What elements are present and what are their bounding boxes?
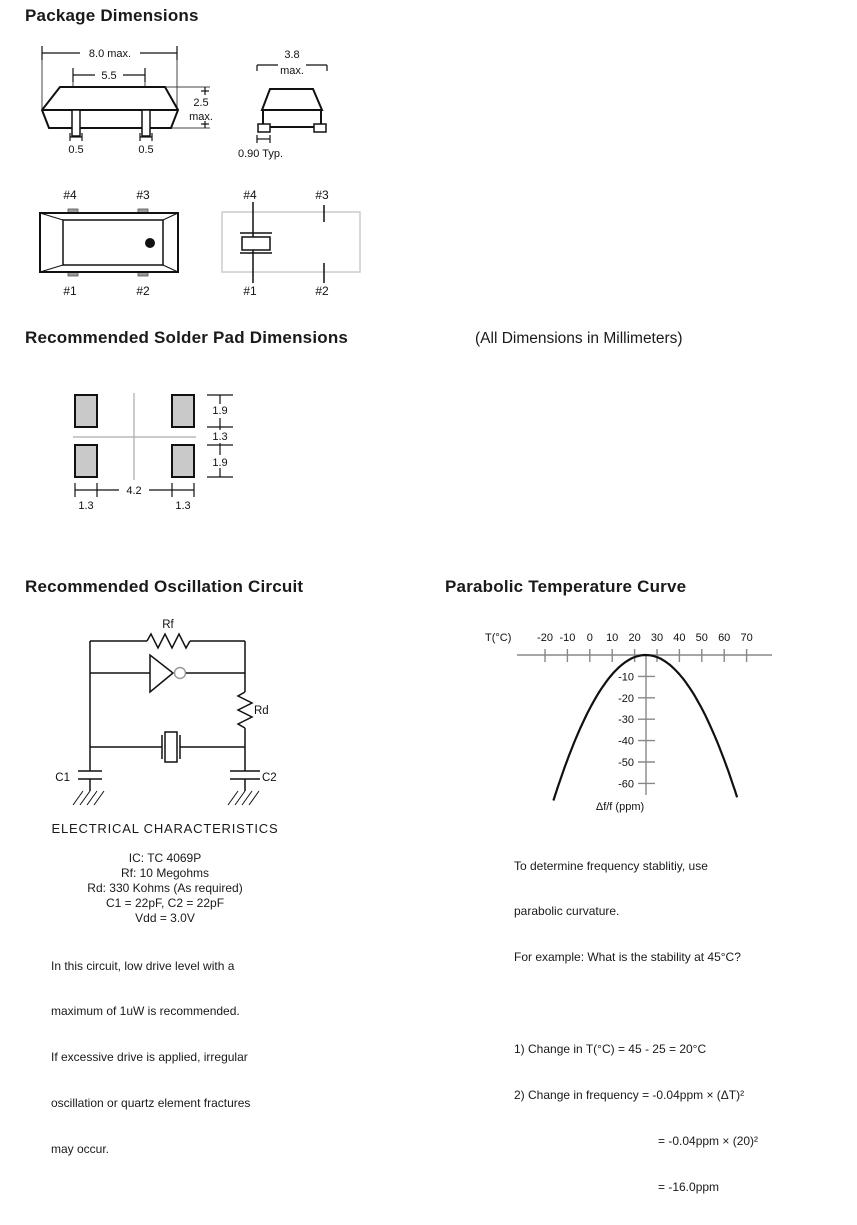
- pin2-label: #2: [136, 284, 150, 298]
- svg-text:30: 30: [650, 632, 664, 644]
- capacitor-c2: [228, 771, 277, 805]
- dim-pin-width-right: 0.5: [138, 144, 154, 156]
- spec-line: C1 = 22pF, C2 = 22pF: [105, 896, 225, 910]
- drive-level-note: [51, 928, 250, 1188]
- dim-pad-height-bottom: 1.9: [212, 457, 228, 469]
- svg-text:60: 60: [718, 632, 731, 644]
- dim-overall-width: 8.0 max.: [88, 48, 132, 60]
- x-axis-label: T(°C): [485, 632, 512, 644]
- stability-continuation: = -16.0ppm: [658, 1179, 720, 1194]
- dim-pad-height-top: 1.9: [212, 405, 228, 417]
- ground-symbol: [73, 791, 104, 805]
- note-line: may occur.: [51, 1142, 110, 1157]
- pinout-drawing: [20, 185, 380, 305]
- solder-pad-title: Recommended Solder Pad Dimensions: [25, 328, 349, 347]
- package-dimensions-title: Package Dimensions: [25, 6, 199, 25]
- note-line: maximum of 1uW is recommended.: [51, 1004, 240, 1019]
- resistor-rd-symbol: [238, 692, 252, 728]
- electrical-spec-list: [20, 851, 310, 926]
- dim-height-suffix: max.: [189, 111, 213, 123]
- spec-line: IC: TC 4069P: [128, 851, 202, 865]
- oscillation-circuit-drawing: [40, 612, 310, 812]
- dim-pad-width-left: 1.3: [78, 500, 94, 512]
- svg-text:-30: -30: [618, 714, 634, 727]
- dim-end-width-suffix: max.: [280, 65, 304, 77]
- svg-text:10: 10: [606, 632, 619, 644]
- package-end-view: [238, 49, 327, 160]
- dim-end-width-value: 3.8: [284, 49, 300, 61]
- spec-line: Rd: 330 Kohms (As required): [87, 881, 243, 895]
- solder-pad: [75, 395, 97, 427]
- units-note: (All Dimensions in Millimeters): [475, 330, 683, 347]
- pin1-label: #1: [63, 284, 77, 298]
- svg-text:-40: -40: [618, 735, 634, 748]
- svg-text:-20: -20: [537, 632, 553, 644]
- stability-step: 2) Change in frequency = -0.04ppm × (ΔT)²: [514, 1087, 745, 1102]
- svg-text:70: 70: [740, 632, 753, 644]
- y-axis-ticks: [618, 671, 655, 790]
- pin3-label: #3: [315, 188, 329, 202]
- svg-text:-60: -60: [618, 778, 634, 791]
- dim-pin-span: 5.5: [101, 70, 117, 82]
- svg-text:40: 40: [673, 632, 686, 644]
- dim-row-gap: 1.3: [212, 431, 228, 443]
- dim-pad-width-right: 1.3: [175, 500, 191, 512]
- stability-line: For example: What is the stability at 45°C?: [514, 950, 741, 965]
- spec-line: Rf: 10 Megohms: [120, 866, 210, 880]
- svg-text:-10: -10: [618, 671, 634, 684]
- pin3-label: #3: [136, 188, 150, 202]
- oscillation-circuit-title: Recommended Oscillation Circuit: [25, 577, 304, 596]
- package-pin: [142, 110, 150, 136]
- spacer: [514, 996, 758, 1011]
- electrical-characteristics-heading: ELECTRICAL CHARACTERISTICS: [51, 821, 279, 836]
- inverter-bubble: [175, 668, 186, 679]
- note-line: If excessive drive is applied, irregular: [51, 1050, 248, 1065]
- solder-pad: [172, 395, 194, 427]
- svg-text:20: 20: [628, 632, 641, 644]
- stability-line: To determine frequency stablitiy, use: [514, 858, 708, 873]
- x-axis-ticks: [537, 632, 753, 662]
- c2-label: C2: [262, 772, 277, 784]
- package-side-view: [42, 46, 213, 156]
- rf-label: Rf: [162, 619, 174, 631]
- stability-note: [514, 828, 758, 1225]
- stability-continuation: = -0.04ppm × (20)²: [658, 1133, 759, 1148]
- package-foot: [258, 124, 270, 132]
- package-views-drawing: [20, 40, 360, 180]
- solder-pad: [172, 445, 194, 477]
- dim-terminal: 0.90 Typ.: [238, 148, 284, 160]
- svg-text:-10: -10: [559, 632, 576, 644]
- c1-label: C1: [55, 772, 70, 784]
- note-line: In this circuit, low drive level with a: [51, 958, 235, 973]
- capacitor-c1: [55, 771, 104, 805]
- package-top-view: [40, 188, 178, 298]
- svg-text:0: 0: [586, 632, 593, 644]
- stability-step: 1) Change in T(°C) = 45 - 25 = 20°C: [514, 1041, 707, 1056]
- parabolic-temperature-chart: [480, 620, 857, 820]
- spec-line: Vdd = 3.0V: [135, 911, 195, 925]
- temperature-curve-title: Parabolic Temperature Curve: [445, 577, 687, 596]
- stability-line: parabolic curvature.: [514, 904, 620, 919]
- pin-schematic-view: [222, 188, 360, 298]
- dim-pad-pitch: 4.2: [126, 485, 142, 497]
- crystal-symbol: [242, 237, 270, 250]
- dim-height-value: 2.5: [193, 97, 209, 109]
- pin2-label: #2: [315, 284, 329, 298]
- svg-text:50: 50: [695, 632, 708, 644]
- crystal-symbol: [165, 732, 177, 762]
- svg-text:-50: -50: [618, 757, 634, 769]
- ground-symbol: [228, 791, 259, 805]
- note-line: oscillation or quartz element fractures: [51, 1096, 251, 1111]
- inverter-symbol: [150, 655, 173, 692]
- package-foot: [314, 124, 326, 132]
- y-axis-label: Δf/f (ppm): [595, 801, 645, 813]
- dim-pin-width-left: 0.5: [68, 144, 84, 156]
- solder-pad: [75, 445, 97, 477]
- solder-pad-drawing: [60, 385, 260, 515]
- resistor-rf-symbol: [147, 634, 190, 648]
- pin4-label: #4: [63, 188, 77, 202]
- package-pin: [72, 110, 80, 136]
- pin1-label: #1: [243, 284, 257, 298]
- rd-label: Rd: [254, 705, 269, 717]
- svg-text:-20: -20: [618, 692, 634, 705]
- pin1-indicator-dot: [145, 238, 155, 248]
- pin4-label: #4: [243, 188, 257, 202]
